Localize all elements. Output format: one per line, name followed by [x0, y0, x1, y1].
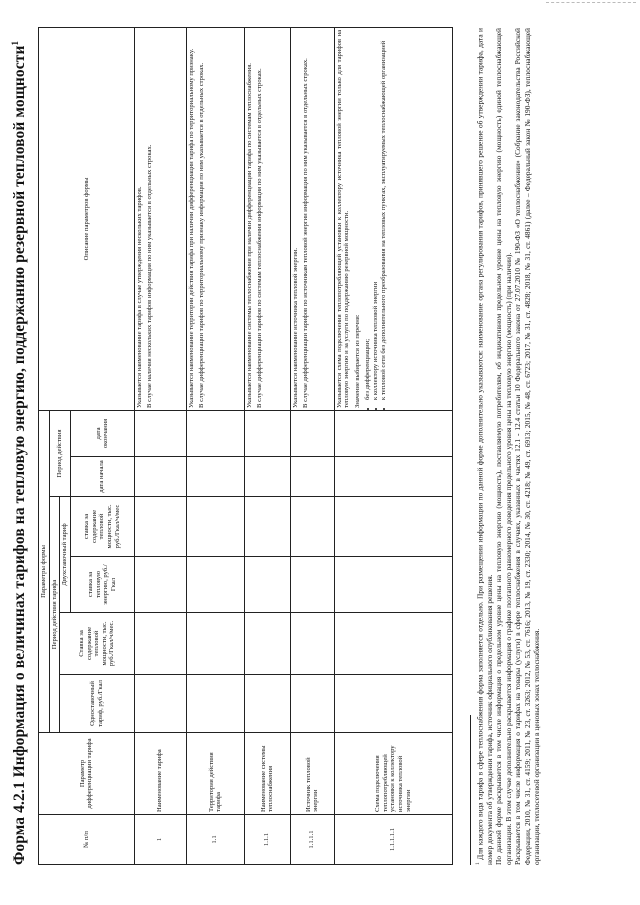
- row-description: [186, 27, 244, 410]
- cell-empty: [134, 497, 186, 557]
- header-form-params: Параметры формы: [39, 410, 50, 732]
- header-description: Описание параметров формы: [39, 27, 135, 410]
- cell-empty: [334, 457, 452, 497]
- header-one-part-reserve: Ставка за содержание тепловой мощности, тыс. руб./Гкал/ч/мес.: [60, 613, 135, 675]
- cell-empty: [290, 410, 334, 456]
- header-param: Параметр дифференциации тарифа: [39, 733, 135, 815]
- footnote-mark: 1: [475, 862, 481, 865]
- row-num: 1.1.1.1: [290, 815, 334, 865]
- cell-empty: [186, 675, 244, 733]
- row-name: Источник тепловой энергии: [290, 733, 334, 815]
- row-num: 1.1.1: [244, 815, 290, 865]
- cell-empty: [334, 613, 452, 675]
- option-item: • к коллектору источника тепловой энергии: [372, 30, 380, 400]
- description-line: Указывается наименование источника тепловой энергии.: [291, 247, 299, 408]
- footnote: [494, 28, 513, 865]
- cell-empty: [186, 457, 244, 497]
- header-one-part: Одноставочный тариф, руб./Гкал: [60, 675, 135, 733]
- header-tariff-period: Период действия тарифа: [49, 497, 60, 733]
- description-line: Указывается наименование территории действия тарифа при наличии дифференциации тарифа по территориальному признаку.: [187, 48, 195, 408]
- cell-empty: [244, 457, 290, 497]
- description-line: Указывается наименование системы теплоснабжения при наличии дифференциации тарифа по системам теплоснабжения.: [245, 63, 253, 408]
- header-two-part-capacity: ставка за содержание тепловой мощности, тыс. руб./Гкал/ч/мес: [70, 497, 134, 557]
- cell-empty: [134, 557, 186, 613]
- cell-empty: [334, 497, 452, 557]
- cell-empty: [334, 675, 452, 733]
- row-description: [134, 27, 186, 410]
- footnote-text: Раскрывается в том числе информация о тарифах на товары (услуги) в сфере теплоснабжения в случаях, указанных в частях 12.1 - 12.4 статьи 10 Федерального закона от 27.07.2010 № 190-ФЗ «О теплоснабжении» (Собрание законодательства Российской Федерации, 2010, № 31, ст. 4159; 2011, № 23, ст. 3263; 2012, № 53, ст. 7616; 2013, № 19, ст. 2330; 2014, № 30, ст. 4218; № 49, ст. 6913; 2015, № 48, ст. 6723; 2017, № 31, ст. 4828; 2018, № 31, ст. 4861) (далее – Федеральный закон № 190-ФЗ), теплоснабжающей организации, теплосетевой организации в ценовых зонах теплоснабжения.: [513, 28, 542, 865]
- header-date-end: дата окончания: [70, 410, 134, 456]
- description-line: В случае дифференциации тарифов по территориальному признаку информация по ним указывается в отдельных строках.: [198, 62, 206, 408]
- footnote-text: Для каждого вида тарифа в сфере теплоснабжения форма заполняется отдельно. При размещении информации по данной форме дополнительно указываются: наименование органа регулирования тарифов, принявшего решение об утверждении тарифа, дата и номер документа об утверждении тарифа, источник официального опубликования решения.: [475, 28, 494, 865]
- row-description: [334, 27, 452, 410]
- cell-empty: [134, 613, 186, 675]
- cell-empty: [186, 557, 244, 613]
- form-title-text: Форма 4.2.1 Информация о величинах тарифов на тепловую энергию, поддержанию резервной тепловой мощности: [11, 45, 29, 865]
- cell-empty: [244, 613, 290, 675]
- footnotes: [470, 28, 542, 865]
- table-row: [334, 27, 452, 864]
- title-footnote-mark: 1: [10, 40, 20, 46]
- cell-empty: [290, 497, 334, 557]
- cell-empty: [186, 497, 244, 557]
- description-line: В случае дифференциации тарифов по источникам тепловой энергии информация по ним указывается в отдельных строках.: [302, 58, 310, 408]
- footnote: [475, 28, 494, 865]
- cell-empty: [290, 613, 334, 675]
- footnote: [513, 28, 541, 865]
- cell-empty: [290, 557, 334, 613]
- header-two-part: Двухставочный тариф: [60, 497, 71, 613]
- option-item: • к тепловой сети без дополнительного преобразования на тепловых пунктах, эксплуатируемых теплоснабжающей организацией: [380, 30, 388, 400]
- table-row: [134, 27, 186, 864]
- cell-empty: [334, 410, 452, 456]
- row-name: Наименование системы теплоснабжения: [244, 733, 290, 815]
- description-line: Значение выбирается из перечня:: [353, 314, 361, 408]
- table-row: [186, 27, 244, 864]
- row-name: Наименование тарифа: [134, 733, 186, 815]
- table-row: [244, 27, 290, 864]
- row-name: Территория действия тарифа: [186, 733, 244, 815]
- header-num: № п/п: [39, 815, 135, 865]
- row-num: 1: [134, 815, 186, 865]
- table-row: [290, 27, 334, 864]
- row-name: Схема подключения теплопотребляющей установки к коллектору источника тепловой энергии: [334, 733, 452, 815]
- cell-empty: [290, 457, 334, 497]
- tariff-form-table: [38, 27, 453, 865]
- description-line: В случае наличия нескольких тарифов информация по ним указывается в отдельных строках.: [146, 144, 154, 408]
- cell-empty: [290, 675, 334, 733]
- cell-empty: [134, 675, 186, 733]
- row-description: [244, 27, 290, 410]
- row-description: [290, 27, 334, 410]
- footnote-text: По данной форме раскрывается в том числе информация о предельном уровне цены на тепловую энергию (мощность), поставляемую потребителям, об индикативном предельном уровне цены на тепловую энергию (мощность) единой теплоснабжающей организации. В этом случае дополнительно раскрывается информация о графике поэтапного равномерного доведения предельного уровня цены на тепловую энергию (мощность) (при наличии).: [494, 28, 513, 865]
- cell-empty: [186, 410, 244, 456]
- cell-empty: [134, 410, 186, 456]
- cell-empty: [134, 457, 186, 497]
- option-list: [364, 30, 387, 408]
- cell-empty: [244, 557, 290, 613]
- description-line: Указывается схема подключения теплопотребляющей установки к коллектору источника тепловой энергии только для тарифов на тепловую энергию и за услуги по поддержанию резервной мощности.: [335, 29, 351, 408]
- header-two-part-energy: ставка за тепловую энергию, руб./Гкал: [70, 557, 134, 613]
- cell-empty: [334, 557, 452, 613]
- form-title: [10, 40, 29, 865]
- cell-empty: [244, 410, 290, 456]
- row-num: 1.1.1.1.1: [334, 815, 452, 865]
- description-line: Указывается наименование тарифа в случае утверждения нескольких тарифов.: [135, 186, 143, 408]
- cell-empty: [186, 613, 244, 675]
- footnote-rule: [470, 715, 471, 865]
- cell-empty: [244, 675, 290, 733]
- option-item: • без дифференциации;: [364, 30, 372, 400]
- description-line: В случае дифференциации тарифов по системам теплоснабжения информация по ним указывается в отдельных строках.: [256, 68, 264, 408]
- row-num: 1.1: [186, 815, 244, 865]
- header-validity: Период действия: [49, 410, 70, 496]
- header-date-start: дата начала: [70, 457, 134, 497]
- cell-empty: [244, 497, 290, 557]
